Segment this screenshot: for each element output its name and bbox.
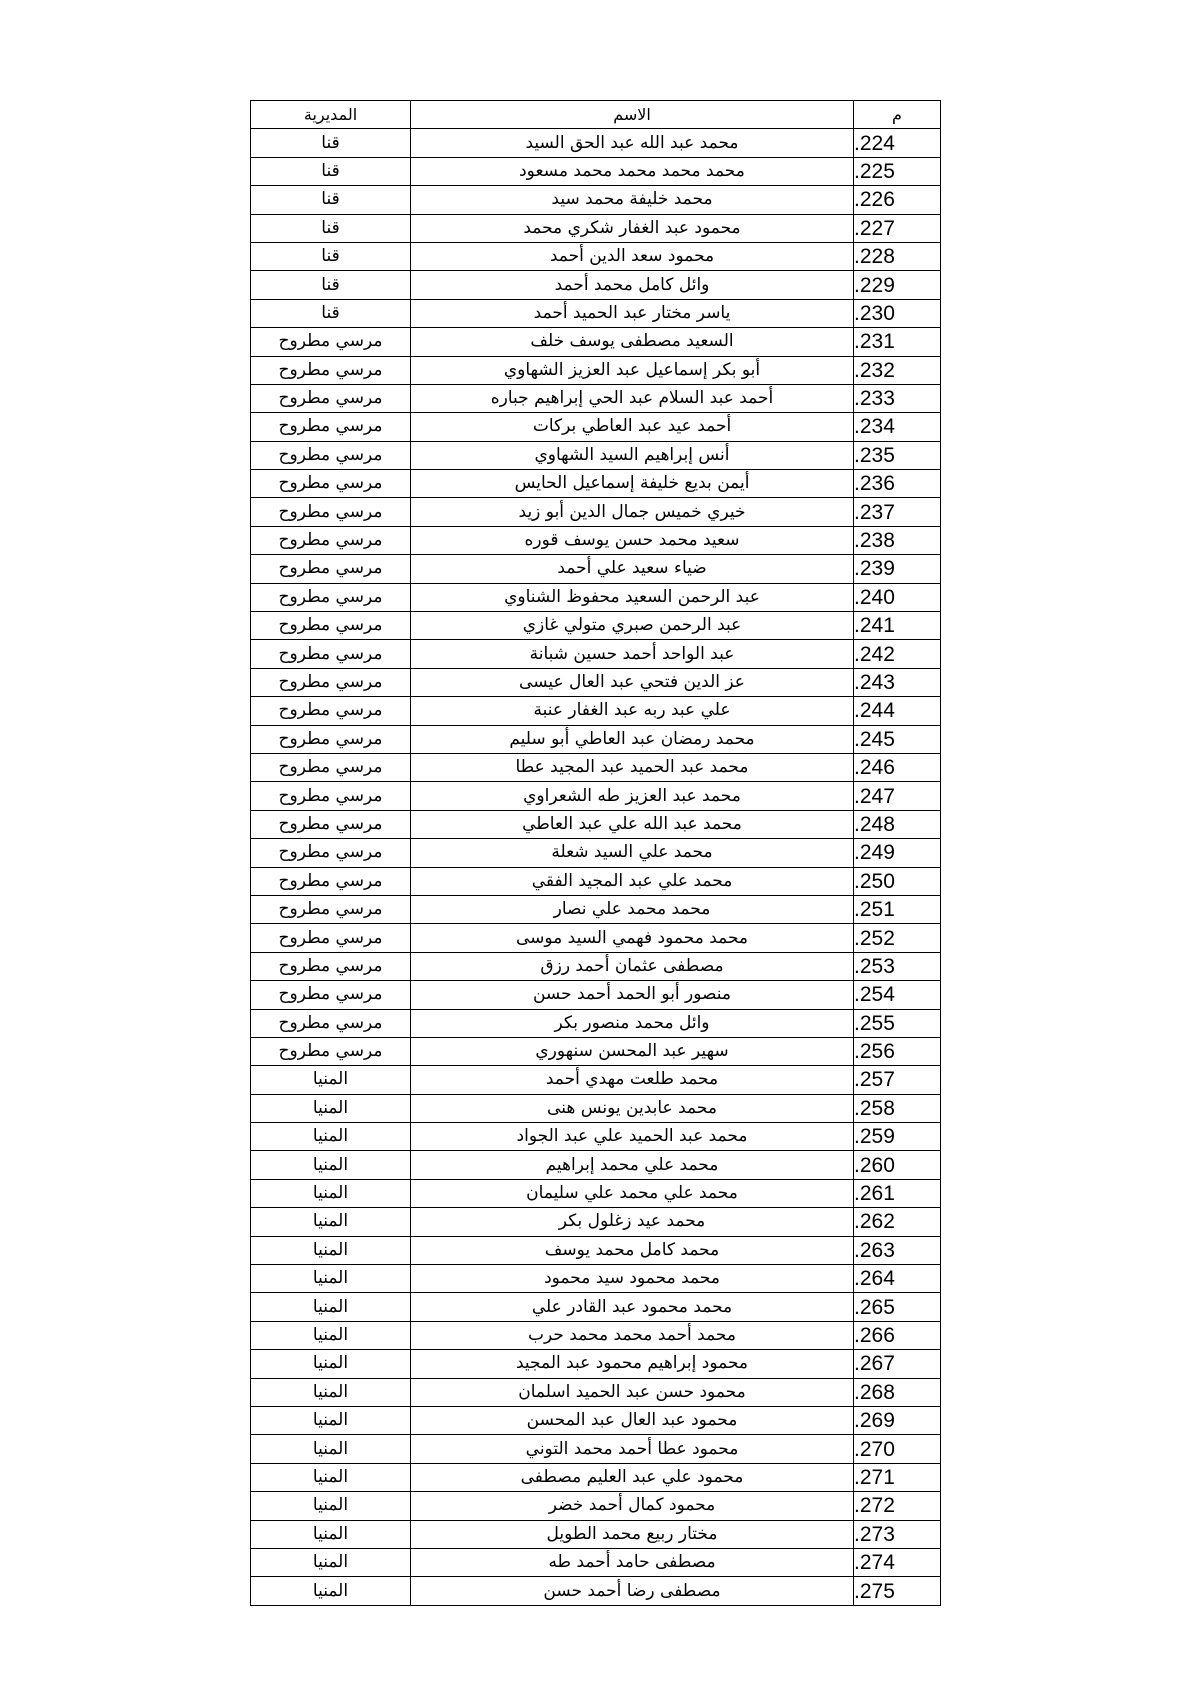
table-row	[251, 1548, 941, 1576]
number-cell: .238	[854, 526, 941, 554]
name-cell: وائل محمد منصور بكر	[411, 1009, 854, 1037]
table-row	[251, 1463, 941, 1491]
name-cell: محمود عبد الغفار شكري محمد	[411, 214, 854, 242]
name-cell: عبد الرحمن السعيد محفوظ الشناوي	[411, 583, 854, 611]
name-cell: محمد محمد محمد محمد مسعود	[411, 157, 854, 185]
name-cell: محمد محمود سيد محمود	[411, 1265, 854, 1293]
name-cell: مصطفى حامد أحمد طه	[411, 1548, 854, 1576]
table-row	[251, 470, 941, 498]
number-cell: .226	[854, 186, 941, 214]
number-cell: .258	[854, 1094, 941, 1122]
number-cell: .267	[854, 1350, 941, 1378]
name-cell: محمد محمود فهمي السيد موسى	[411, 924, 854, 952]
table-row	[251, 384, 941, 412]
table-row	[251, 1378, 941, 1406]
table-row	[251, 555, 941, 583]
directorate-cell: مرسي مطروح	[251, 810, 411, 838]
number-cell: .224	[854, 129, 941, 157]
number-cell: .249	[854, 839, 941, 867]
table-row	[251, 129, 941, 157]
directorate-cell: مرسي مطروح	[251, 526, 411, 554]
table-row	[251, 1492, 941, 1520]
number-cell: .234	[854, 413, 941, 441]
directorate-cell: مرسي مطروح	[251, 384, 411, 412]
table-row	[251, 1406, 941, 1434]
table-row	[251, 640, 941, 668]
number-cell: .255	[854, 1009, 941, 1037]
directorate-cell: مرسي مطروح	[251, 1037, 411, 1065]
number-cell: .242	[854, 640, 941, 668]
name-cell: محمد عابدين يونس هنى	[411, 1094, 854, 1122]
name-cell: محمد محمد علي نصار	[411, 895, 854, 923]
name-cell: محمد طلعت مهدي أحمد	[411, 1066, 854, 1094]
table-row	[251, 413, 941, 441]
number-cell: .230	[854, 299, 941, 327]
table-body	[251, 129, 941, 1605]
directorate-cell: مرسي مطروح	[251, 356, 411, 384]
directorate-cell: المنيا	[251, 1321, 411, 1349]
table-row	[251, 782, 941, 810]
number-cell: .259	[854, 1123, 941, 1151]
table-row	[251, 924, 941, 952]
table-row	[251, 753, 941, 781]
name-cell: محمد رمضان عبد العاطي أبو سليم	[411, 725, 854, 753]
table-row	[251, 1293, 941, 1321]
number-cell: .236	[854, 470, 941, 498]
number-cell: .266	[854, 1321, 941, 1349]
number-cell: .247	[854, 782, 941, 810]
name-cell: محمود علي عبد العليم مصطفى	[411, 1463, 854, 1491]
name-cell: أيمن بديع خليفة إسماعيل الحايس	[411, 470, 854, 498]
table-row	[251, 1435, 941, 1463]
number-cell: .256	[854, 1037, 941, 1065]
header-name: الاسم	[411, 101, 854, 129]
number-cell: .272	[854, 1492, 941, 1520]
directorate-cell: المنيا	[251, 1236, 411, 1264]
directorate-cell: المنيا	[251, 1492, 411, 1520]
name-cell: علي عبد ربه عبد الغفار عنبة	[411, 697, 854, 725]
header-directorate: المديرية	[251, 101, 411, 129]
directorate-cell: المنيا	[251, 1293, 411, 1321]
name-cell: محمد عبد الحميد علي عبد الجواد	[411, 1123, 854, 1151]
name-cell: سهير عبد المحسن سنهوري	[411, 1037, 854, 1065]
directorate-cell: مرسي مطروح	[251, 839, 411, 867]
table-row	[251, 867, 941, 895]
directorate-cell: المنيا	[251, 1094, 411, 1122]
table-row	[251, 952, 941, 980]
table-row	[251, 1520, 941, 1548]
table-row	[251, 526, 941, 554]
name-cell: أنس إبراهيم السيد الشهاوي	[411, 441, 854, 469]
name-cell: وائل كامل محمد أحمد	[411, 271, 854, 299]
directorate-cell: مرسي مطروح	[251, 924, 411, 952]
table-row	[251, 1321, 941, 1349]
name-cell: محمود عطا أحمد محمد التوني	[411, 1435, 854, 1463]
name-cell: محمد أحمد محمد محمد حرب	[411, 1321, 854, 1349]
number-cell: .243	[854, 668, 941, 696]
name-cell: محمود إبراهيم محمود عبد المجيد	[411, 1350, 854, 1378]
table-row	[251, 1179, 941, 1207]
directorate-cell: المنيا	[251, 1378, 411, 1406]
directorate-cell: قنا	[251, 186, 411, 214]
name-cell: محمد عيد زغلول بكر	[411, 1208, 854, 1236]
name-cell: محمد خليفة محمد سيد	[411, 186, 854, 214]
directorate-cell: المنيا	[251, 1435, 411, 1463]
name-cell: مختار ربيع محمد الطويل	[411, 1520, 854, 1548]
number-cell: .270	[854, 1435, 941, 1463]
table-row	[251, 981, 941, 1009]
number-cell: .235	[854, 441, 941, 469]
name-cell: محمود كمال أحمد خضر	[411, 1492, 854, 1520]
name-cell: عبد الواحد أحمد حسين شبانة	[411, 640, 854, 668]
table-row	[251, 1094, 941, 1122]
number-cell: .269	[854, 1406, 941, 1434]
directorate-cell: مرسي مطروح	[251, 441, 411, 469]
number-cell: .228	[854, 242, 941, 270]
name-cell: محمد علي السيد شعلة	[411, 839, 854, 867]
table-row	[251, 242, 941, 270]
header-number: م	[854, 101, 941, 129]
directorate-cell: مرسي مطروح	[251, 697, 411, 725]
number-cell: .231	[854, 328, 941, 356]
number-cell: .237	[854, 498, 941, 526]
directorate-cell: المنيا	[251, 1066, 411, 1094]
directorate-cell: المنيا	[251, 1577, 411, 1605]
name-cell: محمود سعد الدين أحمد	[411, 242, 854, 270]
directorate-cell: مرسي مطروح	[251, 867, 411, 895]
number-cell: .273	[854, 1520, 941, 1548]
directorate-cell: قنا	[251, 157, 411, 185]
name-cell: ياسر مختار عبد الحميد أحمد	[411, 299, 854, 327]
table-row	[251, 1350, 941, 1378]
number-cell: .240	[854, 583, 941, 611]
directorate-cell: مرسي مطروح	[251, 952, 411, 980]
table-row	[251, 612, 941, 640]
number-cell: .274	[854, 1548, 941, 1576]
directorate-cell: قنا	[251, 214, 411, 242]
number-cell: .246	[854, 753, 941, 781]
table-row	[251, 299, 941, 327]
directorate-cell: المنيا	[251, 1123, 411, 1151]
directorate-cell: المنيا	[251, 1520, 411, 1548]
name-cell: محمد عبد الحميد عبد المجيد عطا	[411, 753, 854, 781]
directorate-cell: مرسي مطروح	[251, 498, 411, 526]
number-cell: .264	[854, 1265, 941, 1293]
table-row	[251, 839, 941, 867]
name-cell: مصطفى رضا أحمد حسن	[411, 1577, 854, 1605]
document-page	[250, 100, 940, 1606]
table-row	[251, 1265, 941, 1293]
table-row	[251, 271, 941, 299]
number-cell: .263	[854, 1236, 941, 1264]
table-row	[251, 725, 941, 753]
name-cell: أحمد عبد السلام عبد الحي إبراهيم جباره	[411, 384, 854, 412]
number-cell: .265	[854, 1293, 941, 1321]
table-row	[251, 1151, 941, 1179]
directorate-cell: مرسي مطروح	[251, 1009, 411, 1037]
number-cell: .244	[854, 697, 941, 725]
name-cell: خيري خميس جمال الدين أبو زيد	[411, 498, 854, 526]
number-cell: .253	[854, 952, 941, 980]
directorate-cell: مرسي مطروح	[251, 981, 411, 1009]
name-cell: عبد الرحمن صبري متولي غازي	[411, 612, 854, 640]
name-cell: أحمد عيد عبد العاطي بركات	[411, 413, 854, 441]
number-cell: .232	[854, 356, 941, 384]
directorate-cell: قنا	[251, 271, 411, 299]
number-cell: .245	[854, 725, 941, 753]
number-cell: .257	[854, 1066, 941, 1094]
number-cell: .260	[854, 1151, 941, 1179]
number-cell: .251	[854, 895, 941, 923]
table-row	[251, 697, 941, 725]
directorate-cell: المنيا	[251, 1548, 411, 1576]
table-row	[251, 1236, 941, 1264]
number-cell: .229	[854, 271, 941, 299]
table-row	[251, 498, 941, 526]
directorate-cell: مرسي مطروح	[251, 612, 411, 640]
number-cell: .227	[854, 214, 941, 242]
name-cell: أبو بكر إسماعيل عبد العزيز الشهاوي	[411, 356, 854, 384]
name-cell: السعيد مصطفى يوسف خلف	[411, 328, 854, 356]
name-cell: مصطفى عثمان أحمد رزق	[411, 952, 854, 980]
table-row	[251, 1009, 941, 1037]
directorate-cell: المنيا	[251, 1463, 411, 1491]
name-cell: محمد محمود عبد القادر علي	[411, 1293, 854, 1321]
name-cell: محمد علي محمد علي سليمان	[411, 1179, 854, 1207]
name-cell: عز الدين فتحي عبد العال عيسى	[411, 668, 854, 696]
name-cell: محمد كامل محمد يوسف	[411, 1236, 854, 1264]
directorate-cell: مرسي مطروح	[251, 555, 411, 583]
number-cell: .250	[854, 867, 941, 895]
table-row	[251, 1066, 941, 1094]
directorate-cell: مرسي مطروح	[251, 782, 411, 810]
number-cell: .271	[854, 1463, 941, 1491]
names-table	[250, 100, 941, 1606]
directorate-cell: مرسي مطروح	[251, 753, 411, 781]
number-cell: .241	[854, 612, 941, 640]
directorate-cell: قنا	[251, 129, 411, 157]
table-row	[251, 441, 941, 469]
directorate-cell: مرسي مطروح	[251, 895, 411, 923]
directorate-cell: قنا	[251, 242, 411, 270]
directorate-cell: المنيا	[251, 1208, 411, 1236]
directorate-cell: مرسي مطروح	[251, 328, 411, 356]
table-row	[251, 583, 941, 611]
table-row	[251, 1208, 941, 1236]
directorate-cell: مرسي مطروح	[251, 413, 411, 441]
number-cell: .252	[854, 924, 941, 952]
number-cell: .233	[854, 384, 941, 412]
table-row	[251, 1123, 941, 1151]
directorate-cell: المنيا	[251, 1265, 411, 1293]
table-row	[251, 1577, 941, 1605]
table-row	[251, 214, 941, 242]
directorate-cell: المنيا	[251, 1406, 411, 1434]
directorate-cell: المنيا	[251, 1179, 411, 1207]
directorate-cell: مرسي مطروح	[251, 583, 411, 611]
table-row	[251, 1037, 941, 1065]
number-cell: .275	[854, 1577, 941, 1605]
directorate-cell: مرسي مطروح	[251, 470, 411, 498]
name-cell: محمود عبد العال عبد المحسن	[411, 1406, 854, 1434]
table-row	[251, 895, 941, 923]
name-cell: محمد عبد العزيز طه الشعراوي	[411, 782, 854, 810]
name-cell: محمد عبد الله عبد الحق السيد	[411, 129, 854, 157]
name-cell: سعيد محمد حسن يوسف قوره	[411, 526, 854, 554]
directorate-cell: مرسي مطروح	[251, 640, 411, 668]
number-cell: .225	[854, 157, 941, 185]
number-cell: .261	[854, 1179, 941, 1207]
directorate-cell: المنيا	[251, 1350, 411, 1378]
number-cell: .268	[854, 1378, 941, 1406]
table-row	[251, 328, 941, 356]
directorate-cell: قنا	[251, 299, 411, 327]
name-cell: منصور أبو الحمد أحمد حسن	[411, 981, 854, 1009]
name-cell: ضياء سعيد علي أحمد	[411, 555, 854, 583]
number-cell: .239	[854, 555, 941, 583]
table-row	[251, 356, 941, 384]
directorate-cell: مرسي مطروح	[251, 668, 411, 696]
table-row	[251, 668, 941, 696]
directorate-cell: مرسي مطروح	[251, 725, 411, 753]
table-row	[251, 810, 941, 838]
table-row	[251, 157, 941, 185]
name-cell: محمود حسن عبد الحميد اسلمان	[411, 1378, 854, 1406]
number-cell: .248	[854, 810, 941, 838]
table-header-row	[251, 101, 941, 129]
number-cell: .262	[854, 1208, 941, 1236]
name-cell: محمد عبد الله علي عبد العاطي	[411, 810, 854, 838]
name-cell: محمد علي عبد المجيد الفقي	[411, 867, 854, 895]
directorate-cell: المنيا	[251, 1151, 411, 1179]
name-cell: محمد علي محمد إبراهيم	[411, 1151, 854, 1179]
number-cell: .254	[854, 981, 941, 1009]
table-row	[251, 186, 941, 214]
